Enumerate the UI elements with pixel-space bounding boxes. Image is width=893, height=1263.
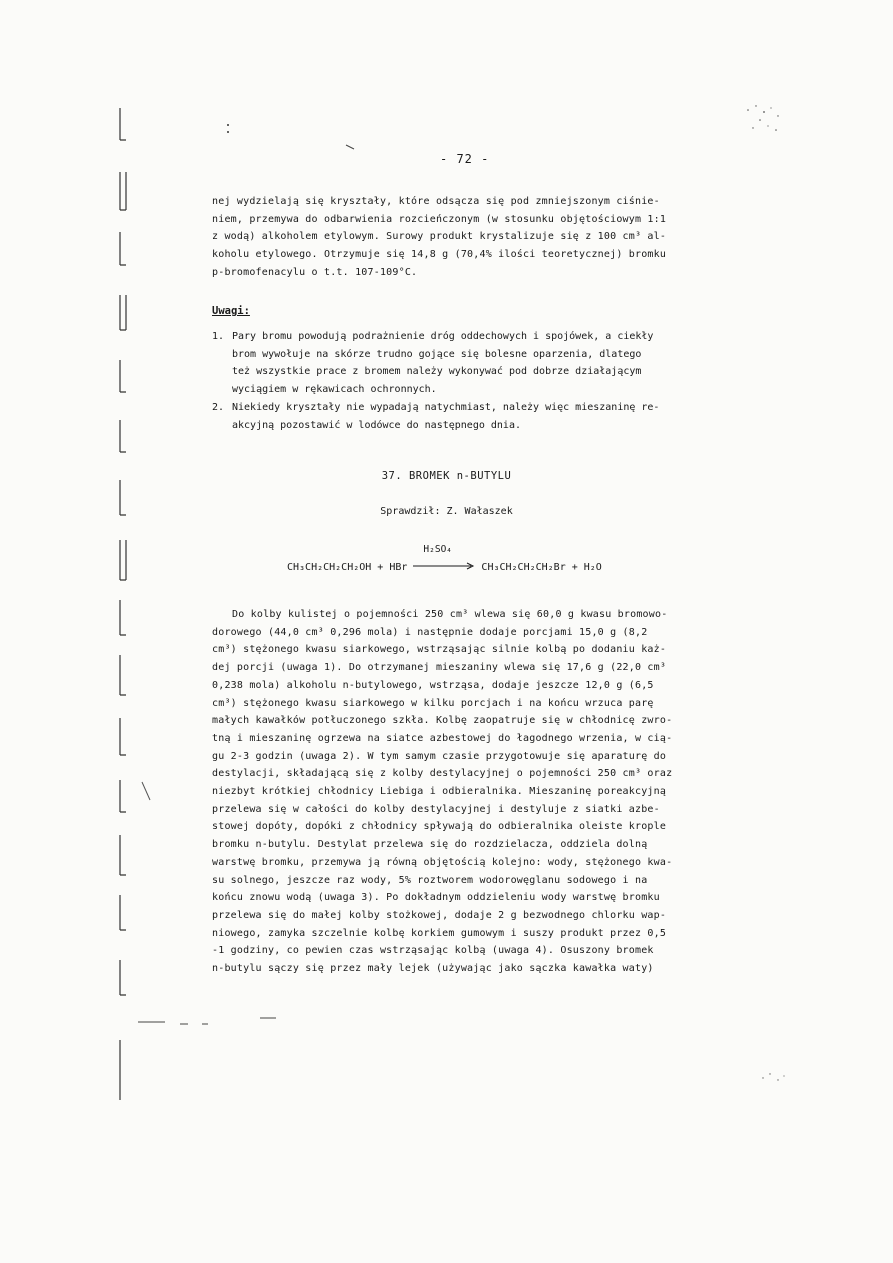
page-number: - 72 - <box>440 152 490 166</box>
procedure-line: stowej dopóty, dopóki z chłodnicy spływają do odbieralnika oleiste krople <box>212 821 667 833</box>
note-item <box>212 399 742 434</box>
procedure-line: cm³) stężonego kwasu siarkowego, wstrząsając silnie kolbą po dodaniu każ- <box>212 644 667 656</box>
procedure-line: przelewa się w całości do kolby destylacyjnej i destyluje z siatki azbe- <box>212 803 660 815</box>
procedure-paragraph <box>212 606 742 978</box>
note-item <box>212 328 742 399</box>
equation-reactants: CH₃CH₂CH₂CH₂OH + HBr <box>287 562 408 573</box>
note-number: 1. <box>212 331 225 342</box>
intro-line: z wodą) alkoholem etylowym. Surowy produkt krystalizuje się z 100 cm³ al- <box>212 231 667 243</box>
intro-paragraph <box>212 193 742 282</box>
reaction-arrow <box>413 544 475 570</box>
note-number: 2. <box>212 401 225 413</box>
procedure-line: Do kolby kulistej o pojemności 250 cm³ wlewa się 60,0 g kwasu bromowo- <box>232 609 668 620</box>
procedure-line: n-butylu sączy się przez mały lejek (używając jako sączka kawałka waty) <box>212 963 654 975</box>
intro-line: niem, przemywa do odbarwienia rozcieńczonym (w stosunku objętościowym 1:1 <box>212 213 667 225</box>
intro-line: p-bromofenacylu o t.t. 107-109°C. <box>212 266 418 278</box>
procedure-line: dej porcji (uwaga 1). Do otrzymanej mieszaniny wlewa się 17,6 g (22,0 cm³ <box>212 662 667 674</box>
scan-speck-bottom-right <box>758 1068 788 1088</box>
procedure-line: su solnego, jeszcze raz wody, 5% roztworem wodorowęglanu sodowego i na <box>212 874 648 886</box>
note-line: wyciągiem w rękawicach ochronnych. <box>232 384 437 396</box>
scan-dash-bottom-left <box>120 1010 290 1030</box>
note-line: brom wywołuje na skórze trudno gojące się bolesne oparzenia, dlatego <box>232 348 642 360</box>
procedure-line: końcu znowu wodą (uwaga 3). Po dokładnym oddzieleniu wody warstwę bromku <box>212 892 660 904</box>
note-line: też wszystkie prace z bromem należy wykonywać pod dobrze działającym <box>232 366 642 378</box>
procedure-line: 0,238 mola) alkoholu n-butylowego, wstrząsa, dodaje jeszcze 12,0 g (6,5 <box>212 679 654 691</box>
procedure-line: -1 godziny, co pewien czas wstrząsając kolbą (uwaga 4). Osuszony bromek <box>212 945 654 957</box>
reaction-equation <box>287 544 602 573</box>
procedure-line: małych kawałków potłuczonego szkła. Kolbę zaopatruje się w chłodnicę zwro- <box>212 715 673 727</box>
procedure-line: warstwę bromku, przemywa ją równą objętością kolejno: wody, stężonego kwa- <box>212 856 673 868</box>
procedure-line: tną i mieszaninę ogrzewa na siatce azbestowej do łagodnego wrzenia, w cią- <box>212 732 673 744</box>
scan-dash-top <box>345 143 357 151</box>
intro-line: koholu etylowego. Otrzymuje się 14,8 g (70,4% ilości teoretycznej) bromku <box>212 249 667 261</box>
equation-catalyst: H₂SO₄ <box>423 544 453 555</box>
procedure-line: niezbyt krótkiej chłodnicy Liebiga i odbieralnika. Mieszaninę poreakcyjną <box>212 786 667 798</box>
procedure-line: przelewa się do małej kolby stożkowej, dodaje 2 g bezwodnego chlorku wap- <box>212 909 667 921</box>
procedure-line: bromku n-butylu. Destylat przelewa się do rozdzielacza, oddziela dolną <box>212 839 648 851</box>
procedure-line: niowego, zamyka szczelnie kolbę korkiem gumowym i suszy produkt przez 0,5 <box>212 927 667 939</box>
notes-list <box>212 328 742 434</box>
note-line: Pary bromu powodują podrażnienie dróg oddechowych i spojówek, a ciekły <box>232 331 654 342</box>
note-line: Niekiedy kryształy nie wypadają natychmiast, należy więc mieszaninę re- <box>232 401 660 413</box>
equation-products: CH₃CH₂CH₂CH₂Br + H₂O <box>481 562 602 573</box>
checked-by: Sprawdził: Z. Wałaszek <box>380 506 513 517</box>
notes-title: Uwagi: <box>212 305 250 317</box>
procedure-line: gu 2-3 godzin (uwaga 2). W tym samym czasie przygotowuje się aparaturę do <box>212 750 667 762</box>
scan-dots-top-left <box>225 122 233 136</box>
scan-backslash-mark <box>140 780 152 802</box>
scan-speck-top-right <box>738 100 788 140</box>
procedure-line: destylacji, składającą się z kolby destylacyjnej o pojemności 250 cm³ oraz <box>212 768 673 780</box>
binding-margin-marks <box>108 100 148 1110</box>
procedure-line: dorowego (44,0 cm³ 0,296 mola) i następnie dodaje porcjami 15,0 g (8,2 <box>212 626 648 638</box>
intro-line: nej wydzielają się kryształy, które odsącza się pod zmniejszonym ciśnie- <box>212 196 660 207</box>
section-title: 37. BROMEK n-BUTYLU <box>381 470 512 482</box>
note-line: akcyjną pozostawić w lodówce do następnego dnia. <box>232 419 521 431</box>
arrow-icon <box>413 562 475 570</box>
procedure-line: cm³) stężonego kwasu siarkowego w kilku porcjach i na końcu wrzuca parę <box>212 697 654 709</box>
